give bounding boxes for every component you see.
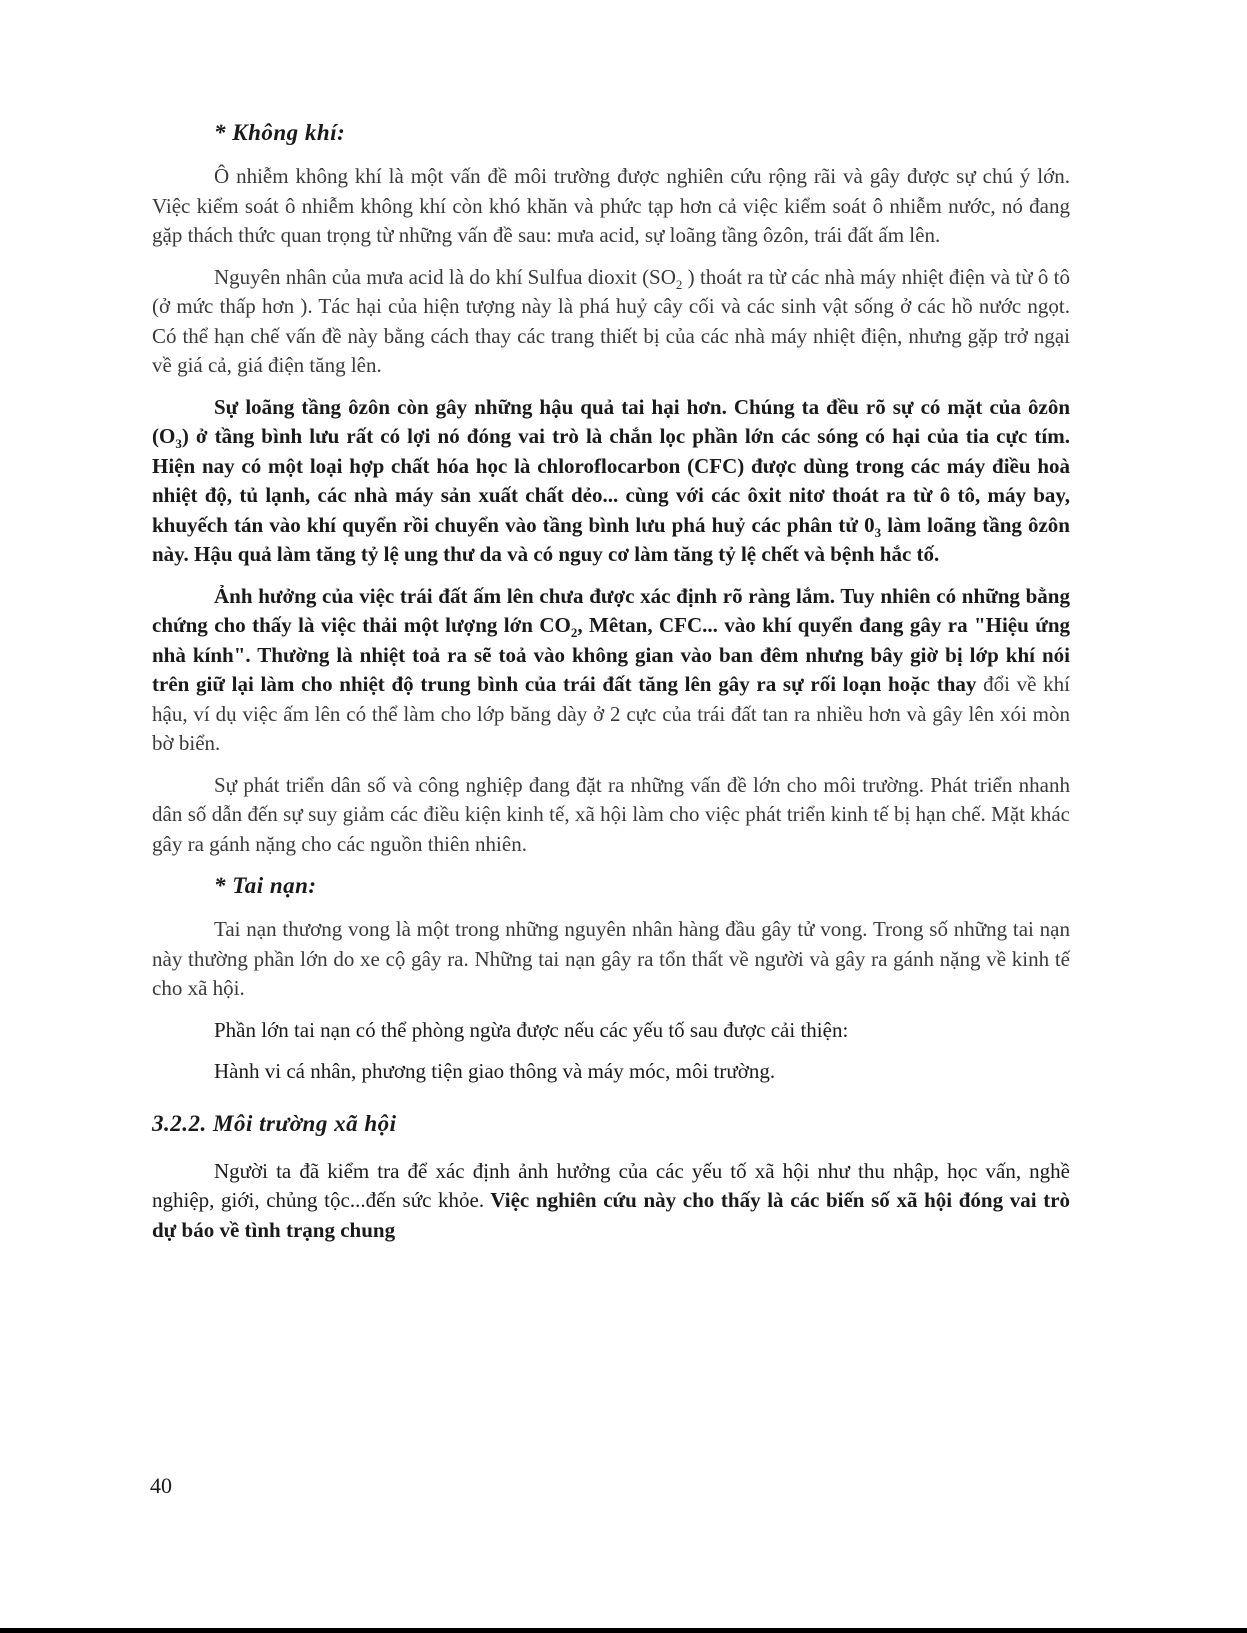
paragraph-global-warming: [152, 582, 1070, 759]
warming-text-b: , Mêtan, CFC... vào khí quyển đang gây ra "Hiệu ứng nhà kính". Thường là nhiệt toả ra sẽ toả vào không gian vào ban đêm nhưng bây giờ bị lớp khí nói trên giữ lại làm cho nhiệt độ trung bình của trái đất tăng lên gây ra sự rối loạn hoặc thay: [152, 613, 1071, 696]
subscript: 3: [874, 524, 882, 540]
subscript: 3: [175, 436, 182, 452]
warming-text-c: đổi về khí hậu, ví dụ việc ấm lên có thể làm cho lớp băng dày ở 2 cực của trái đất tan ra nhiều hơn và gây lên xói mòn bờ biển.: [152, 672, 1070, 755]
subscript: 2: [570, 625, 578, 641]
social-text-a: Người ta đã kiểm tra để xác định ảnh hưởng của các yếu tố xã hội như thu nhập, học vấn, nghề nghiệp, giới, chủng tộc...đến sức khỏe.: [152, 1158, 1070, 1212]
paragraph-ozone: [152, 393, 1070, 570]
acid-rain-text-a: Nguyên nhân của mưa acid là do khí Sulfua dioxit (SO: [214, 264, 676, 289]
heading-tai-nan: * Tai nạn:: [214, 873, 317, 898]
ozone-text-c: làm loãng tầng ôzôn này. Hậu quả làm tăng tỷ lệ ung thư da và có nguy cơ làm tăng tỷ lệ chết và bệnh hắc tố.: [152, 512, 1070, 566]
paragraph-air-pollution: Ô nhiễm không khí là một vấn đề môi trường được nghiên cứu rộng rãi và gây được sự chú ý lớn. Việc kiểm soát ô nhiễm không khí còn khó khăn và phức tạp hơn cả việc kiểm soát ô nhiễm nước, nó đang gặp thách thức quan trọng từ những vấn đề sau: mưa acid, sự loãng tầng ôzôn, trái đất ấm lên.: [152, 164, 1070, 247]
social-text-b: Việc nghiên cứu này cho thấy là các biến số xã hội đóng vai trò dự báo về tình trạng chung: [152, 1188, 1071, 1242]
warming-text-a: Ảnh hưởng của việc trái đất ấm lên chưa được xác định rõ ràng lắm. Tuy nhiên có những bằng chứng cho thấy là việc thải một lượng lớn CO: [152, 583, 1070, 637]
paragraph-population: Sự phát triển dân số và công nghiệp đang đặt ra những vấn đề lớn cho môi trường. Phát triển nhanh dân số dẫn đến sự suy giảm các điều kiện kinh tế, xã hội làm cho việc phát triển kinh tế bị hạn chế. Mặt khác gây ra gánh nặng cho các nguồn thiên nhiên.: [152, 772, 1070, 856]
paragraph-social-environment: [152, 1157, 1070, 1246]
subscript: 2: [675, 276, 683, 292]
heading-khong-khi: * Không khí:: [214, 120, 346, 145]
paragraph-accidents: Tai nạn thương vong là một trong những nguyên nhân hàng đầu gây tử vong. Trong số những tai nạn này thường phần lớn do xe cộ gây ra. Những tai nạn gây ra tổn thất về người và gây ra gánh nặng về kinh tế cho xã hội.: [152, 917, 1070, 1000]
ozone-text-a: Sự loãng tầng ôzôn còn gây những hậu quả tai hại hơn. Chúng ta đều rõ sự có mặt của ôzôn (O: [152, 394, 1070, 448]
heading-section-3-2-2: 3.2.2. Môi trường xã hội: [152, 1110, 397, 1136]
ozone-text-b: ) ở tầng bình lưu rất có lợi nó đóng vai trò là chắn lọc phần lớn các sóng có hại của tia cực tím. Hiện nay có một loại hợp chất hóa học là chloroflocarbon (CFC) được dùng trong các máy điều hoà nhiệt độ, tủ lạnh, các nhà máy sản xuất chất dẻo... cùng với các ôxit nitơ thoát ra từ ô tô, máy bay, khuyếch tán vào khí quyển rồi chuyển vào tầng bình lưu phá huỷ các phân tử 0: [152, 424, 1070, 537]
scan-edge-divider: [0, 1628, 1247, 1633]
paragraph-acid-rain: [152, 263, 1070, 381]
page-number: 40: [150, 1473, 172, 1498]
paragraph-factors: Hành vi cá nhân, phương tiện giao thông và máy móc, môi trường.: [214, 1059, 776, 1083]
page-content: [152, 118, 1070, 1257]
paragraph-accident-prevention: Phần lớn tai nạn có thể phòng ngừa được nếu các yếu tố sau được cải thiện:: [214, 1017, 849, 1042]
acid-rain-text-b: ) thoát ra từ các nhà máy nhiệt điện và từ ô tô (ở mức thấp hơn ). Tác hại của hiện tượng này là phá huỷ cây cối và các sinh vật sống ở các hồ nước ngọt. Có thể hạn chế vấn đề này bằng cách thay các trang thiết bị của các nhà máy nhiệt điện, nhưng gặp trở ngại về giá cả, giá điện tăng lên.: [152, 264, 1070, 377]
